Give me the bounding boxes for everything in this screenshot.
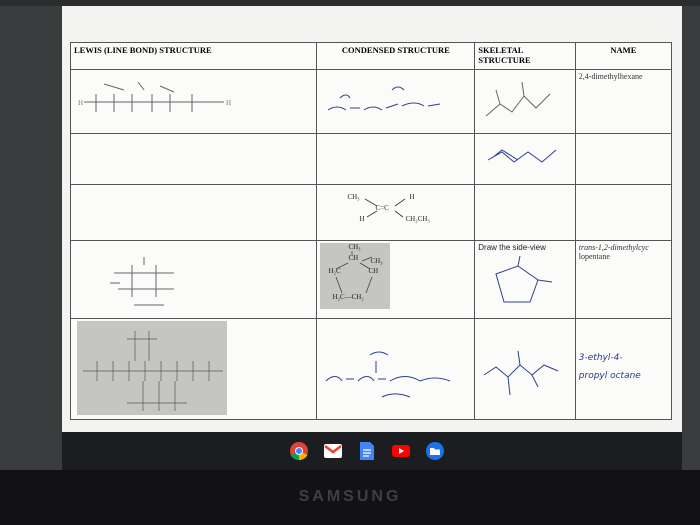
skeletal-cell-2 <box>475 134 576 185</box>
alkene-structure <box>347 193 447 233</box>
svg-text:H: H <box>78 99 84 107</box>
name-text-4b: lopentane <box>578 252 610 261</box>
name-cell-3 <box>575 185 671 241</box>
condensed-cell-3 <box>317 185 475 241</box>
alkene-ch3-label: CH₃ <box>347 193 360 201</box>
table-row <box>71 70 672 134</box>
condensed-sketch-5 <box>320 321 460 413</box>
table-row <box>71 185 672 241</box>
skeletal-cell-4 <box>475 241 576 319</box>
lewis-cell-2 <box>71 134 317 185</box>
table-row <box>71 319 672 420</box>
header-lewis: LEWIS (LINE BOND) STRUCTURE <box>71 43 317 70</box>
condensed-sketch-1 <box>320 72 460 128</box>
cyclopentane-figure <box>320 243 390 309</box>
alkene-double-bond-label: C=C <box>375 204 389 212</box>
header-name: NAME <box>575 43 671 70</box>
name-text-5b: propyl octane <box>578 371 641 381</box>
worksheet-table <box>70 42 672 420</box>
skeletal-sketch-4 <box>478 252 564 312</box>
ring-bottom-label: H₂C—CH₂ <box>332 293 364 301</box>
name-cell-4 <box>575 241 671 319</box>
table-row <box>71 241 672 319</box>
condensed-cell-1 <box>317 70 475 134</box>
lewis-cell-3 <box>71 185 317 241</box>
alkene-h-top-label: H <box>409 193 415 201</box>
ring-ch3-right: CH₃ <box>370 257 383 265</box>
name-cell-1 <box>575 70 671 134</box>
docs-icon[interactable] <box>356 440 378 462</box>
name-text-1: 2,4-dimethylhexane <box>578 72 643 81</box>
lewis-cell-4 <box>71 241 317 319</box>
header-row <box>71 43 672 70</box>
name-cell-5 <box>575 319 671 420</box>
alkene-bonds <box>347 193 447 233</box>
skeletal-cell-1 <box>475 70 576 134</box>
lewis-image-5 <box>77 321 227 415</box>
ring-ch-top: CH <box>348 254 359 262</box>
chrome-icon[interactable] <box>288 440 310 462</box>
header-skeletal: SKELETAL STRUCTURE <box>475 43 576 70</box>
condensed-cell-5 <box>317 319 475 420</box>
lewis-bonds-5 <box>77 321 227 415</box>
files-icon[interactable] <box>424 440 446 462</box>
skeletal-cell-5 <box>475 319 576 420</box>
lewis-sketch-4 <box>74 243 294 313</box>
gmail-icon[interactable] <box>322 440 344 462</box>
skeletal-prompt: Draw the side-view <box>478 243 546 252</box>
name-text-4a: trans-1,2-dimethylcyc <box>578 243 649 252</box>
shelf-apps <box>288 440 446 462</box>
ring-bonds <box>320 243 390 309</box>
skeletal-sketch-2 <box>478 136 564 180</box>
screen <box>62 6 682 432</box>
header-condensed: CONDENSED STRUCTURE <box>317 43 475 70</box>
skeletal-sketch-5 <box>478 321 564 413</box>
alkene-ethyl-label: CH₂CH₃ <box>405 215 430 223</box>
ring-h2c-left: H₂C <box>328 267 341 275</box>
name-cell-2 <box>575 134 671 185</box>
table-row <box>71 134 672 185</box>
skeletal-cell-3 <box>475 185 576 241</box>
youtube-icon[interactable] <box>390 440 412 462</box>
svg-text:H: H <box>226 99 232 107</box>
skeletal-sketch-1 <box>478 72 564 128</box>
condensed-cell-4 <box>317 241 475 319</box>
ring-ch3-top: CH₃ <box>348 243 361 251</box>
ring-ch-right: CH <box>368 267 379 275</box>
lewis-sketch-1 <box>74 72 294 128</box>
lewis-cell-1 <box>71 70 317 134</box>
alkene-h-bottom-label: H <box>359 215 365 223</box>
condensed-cell-2 <box>317 134 475 185</box>
name-text-5a: 3-ethyl-4- <box>578 353 623 363</box>
brand-logo: SAMSUNG <box>298 488 402 505</box>
lewis-cell-5 <box>71 319 317 420</box>
chromeos-shelf <box>62 432 682 470</box>
